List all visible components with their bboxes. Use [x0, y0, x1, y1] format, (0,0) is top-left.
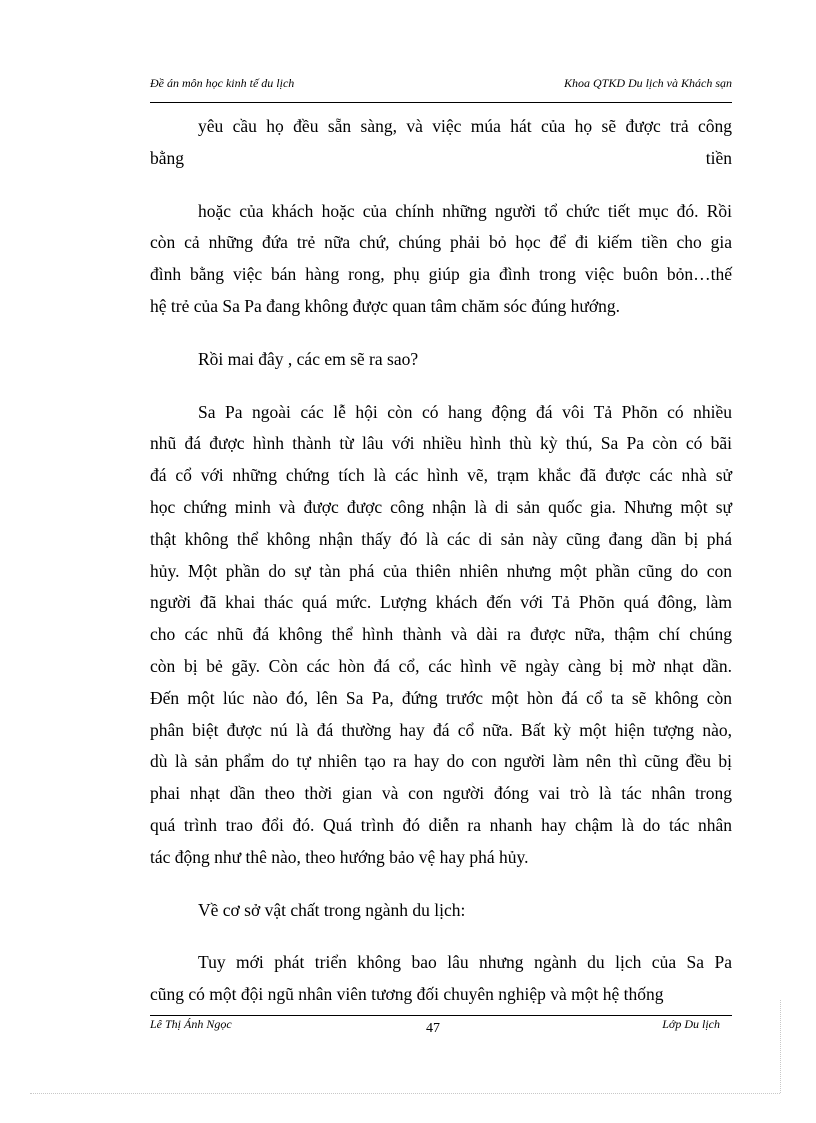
text-line: hoặc của khách hoặc của chính những người tổ chức tiết mục đó. Rồi	[198, 200, 732, 221]
header-rule	[150, 102, 732, 103]
text-line: hệ trẻ của Sa Pa đang không được quan tâm chăm sóc đúng hướng.	[150, 295, 621, 316]
text-line: Về cơ sở vật chất trong ngành du lịch:	[198, 899, 466, 920]
paragraph-continuation	[150, 111, 732, 175]
page-frame-dotted-bottom	[30, 1093, 780, 1094]
page-number: 47	[426, 1021, 440, 1036]
text-line: cũng có một đội ngũ nhân viên tương đối chuyên nghiệp và một hệ thống	[150, 984, 664, 1005]
header-faculty: Khoa QTKD Du lịch và Khách sạn	[564, 76, 732, 90]
running-header	[150, 76, 732, 100]
text-line: quá trình trao đổi đó. Quá trình đó diễn ra nhanh hay chậm là do tác nhân	[150, 814, 732, 835]
running-footer	[150, 1017, 732, 1043]
text-line: học chứng minh và được được công nhận là di sản quốc gia. Nhưng một sự	[150, 496, 732, 517]
text-line: đá cổ với những chứng tích là các hình vẽ, trạm khắc đã được các nhà sử	[150, 465, 732, 486]
footer-rule	[150, 1015, 732, 1016]
text-line: Rồi mai đây , các em sẽ ra sao?	[198, 348, 419, 369]
text-line: người đã khai thác quá mức. Lượng khách đến với Tả Phõn quá đông, làm	[150, 592, 732, 613]
text-line: bằng tiền	[150, 147, 732, 168]
text-line: Đến một lúc nào đó, lên Sa Pa, đứng trước một hòn đá cổ ta sẽ không còn	[150, 687, 732, 708]
paragraph-facilities-heading	[150, 895, 732, 927]
footer-author: Lê Thị Ánh Ngọc	[150, 1017, 232, 1031]
text-line: cho các nhũ đá không thể hình thành và dài ra được nữa, thậm chí chúng	[150, 624, 732, 645]
paragraph-children	[150, 196, 732, 323]
page-body	[150, 111, 732, 1011]
paragraph-question	[150, 344, 732, 376]
paragraph-facilities	[150, 947, 732, 1011]
page-frame-dotted-right	[780, 1000, 781, 1093]
paragraph-heritage	[150, 397, 732, 874]
text-line: hủy. Một phần do sự tàn phá của thiên nhiên nhưng một phần cũng do con	[150, 560, 732, 581]
text-line: Tuy mới phát triển không bao lâu nhưng ngành du lịch của Sa Pa	[198, 952, 732, 973]
text-line: phai nhạt dần theo thời gian và con người đóng vai trò là tác nhân trong	[150, 783, 732, 804]
text-line: còn cả những đứa trẻ nữa chứ, chúng phải bỏ học để đi kiếm tiền cho gia	[150, 232, 732, 253]
text-line: yêu cầu họ đều sẵn sàng, và việc múa hát của họ sẽ được trả công	[198, 116, 732, 136]
text-line: còn bị bẻ gãy. Còn các hòn đá cổ, các hình vẽ ngày càng bị mờ nhạt dần.	[150, 655, 732, 676]
text-line: thật không thể không nhận thấy đó là các di sản này cũng đang dần bị phá	[150, 528, 732, 549]
text-line: tác động như thê nào, theo hướng bảo vệ hay phá hủy.	[150, 846, 529, 867]
text-line: dù là sản phẩm do tự nhiên tạo ra hay do con người làm nên thì cũng đều bị	[150, 751, 732, 772]
header-document-title: Đề án môn học kinh tế du lịch	[150, 76, 295, 90]
footer-class: Lớp Du lịch	[662, 1017, 720, 1031]
text-line: đình bằng việc bán hàng rong, phụ giúp gia đình trong việc buôn bỏn…thế	[150, 264, 732, 285]
text-line: Sa Pa ngoài các lễ hội còn có hang động đá vôi Tả Phõn có nhiều	[198, 401, 732, 422]
text-line: phân biệt được nú là đá thường hay đá cổ nữa. Bất kỳ một hiện tượng nào,	[150, 719, 732, 740]
text-line: nhũ đá được hình thành từ lâu với nhiều hình thù kỳ thú, Sa Pa còn có bãi	[150, 433, 732, 454]
